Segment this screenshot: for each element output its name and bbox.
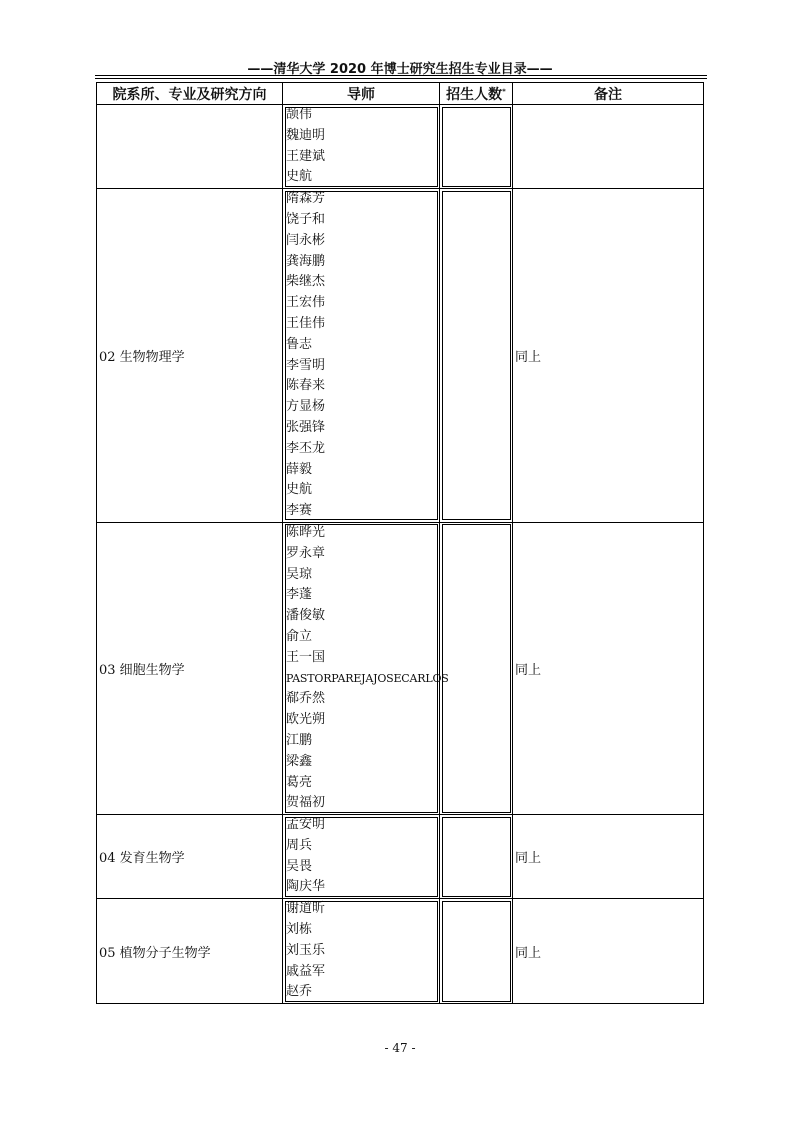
advisor-name: 周兵 — [286, 837, 313, 853]
advisor-name: 李赛 — [286, 503, 313, 519]
column-header-direction: 院系所、专业及研究方向 — [97, 83, 283, 105]
advisor-name: 谢道昕 — [286, 901, 326, 917]
admissions-table — [96, 82, 704, 1004]
remark: 同上 — [513, 815, 704, 899]
advisor-name: 王宏伟 — [286, 295, 326, 311]
advisor-name: 柴继杰 — [286, 274, 326, 290]
advisor-name: 王佳伟 — [286, 315, 326, 331]
advisor-name: 吴琼 — [286, 566, 313, 582]
advisor-name: 欧光朔 — [286, 712, 326, 728]
advisor-name: 俞立 — [286, 628, 313, 644]
remark — [513, 105, 704, 189]
advisor-name: 刘玉乐 — [286, 942, 326, 958]
advisor-name: 史航 — [286, 482, 313, 498]
advisor-name: 鲁志 — [286, 336, 313, 352]
column-header-note: 备注 — [513, 83, 704, 105]
advisor-name: 戚益军 — [286, 963, 326, 979]
advisor-name: 郗乔然 — [286, 691, 326, 707]
admission-count — [440, 815, 513, 899]
table-row — [97, 899, 704, 1004]
advisor-list — [283, 899, 440, 1004]
research-direction: 03 细胞生物学 — [97, 522, 283, 814]
page-number: - 47 - — [384, 1041, 416, 1055]
advisor-name: 孟安明 — [286, 817, 326, 833]
advisor-name: 江鹏 — [286, 732, 313, 748]
remark: 同上 — [513, 189, 704, 523]
advisor-name: 史航 — [286, 169, 313, 185]
table-header-row — [97, 83, 704, 105]
remark: 同上 — [513, 899, 704, 1004]
advisor-name: 贺福初 — [286, 795, 326, 811]
admission-count — [440, 189, 513, 523]
advisor-name: 饶子和 — [286, 211, 326, 227]
advisor-name: 李丕龙 — [286, 440, 326, 456]
admission-count — [440, 105, 513, 189]
table-row — [97, 105, 704, 189]
advisor-name: 陈春来 — [286, 378, 326, 394]
advisor-name: 梁鑫 — [286, 753, 313, 769]
advisor-name: 陶庆华 — [286, 879, 326, 895]
advisor-list — [283, 189, 440, 523]
admission-count — [440, 522, 513, 814]
admission-count — [440, 899, 513, 1004]
table-row — [97, 815, 704, 899]
column-header-advisor: 导师 — [283, 83, 440, 105]
advisor-name: 李雪明 — [286, 357, 326, 373]
table-row — [97, 522, 704, 814]
advisor-name: 吴畏 — [286, 858, 313, 874]
advisor-name: 李蓬 — [286, 587, 313, 603]
advisor-name: 方显杨 — [286, 399, 326, 415]
advisor-name: 刘栋 — [286, 922, 313, 938]
header-rule-top — [95, 75, 707, 76]
column-header-count: 招生人数* — [440, 83, 513, 105]
advisor-name: 潘俊敏 — [286, 608, 326, 624]
advisor-name: 赵乔 — [286, 984, 313, 1000]
research-direction: 05 植物分子生物学 — [97, 899, 283, 1004]
advisor-name: 颉伟 — [286, 107, 313, 122]
research-direction — [97, 105, 283, 189]
advisor-list — [283, 105, 440, 189]
advisor-name: 陈晔光 — [286, 524, 326, 540]
research-direction: 04 发育生物学 — [97, 815, 283, 899]
research-direction: 02 生物物理学 — [97, 189, 283, 523]
page-header: ——清华大学 2020 年博士研究生招生专业目录—— — [247, 62, 553, 77]
header-rule-bottom — [95, 78, 707, 79]
advisor-list — [283, 815, 440, 899]
advisor-name: 王一国 — [286, 649, 326, 665]
table-row — [97, 189, 704, 523]
advisor-name: 魏迪明 — [286, 127, 326, 143]
advisor-name: 罗永章 — [286, 545, 326, 561]
advisor-name: 闫永彬 — [286, 232, 326, 248]
advisor-name: 龚海鹏 — [286, 253, 326, 269]
count-footnote-mark: * — [502, 86, 506, 95]
advisor-list — [283, 522, 449, 814]
advisor-name: 葛亮 — [286, 774, 313, 790]
advisor-name: 张强锋 — [286, 419, 326, 435]
advisor-name: 隋森芳 — [286, 191, 326, 207]
remark: 同上 — [513, 522, 704, 814]
advisor-name: PASTORPAREJAJOSECARLOS — [286, 671, 449, 685]
advisor-name: 王建斌 — [286, 148, 326, 164]
advisor-name: 薛毅 — [286, 461, 313, 477]
